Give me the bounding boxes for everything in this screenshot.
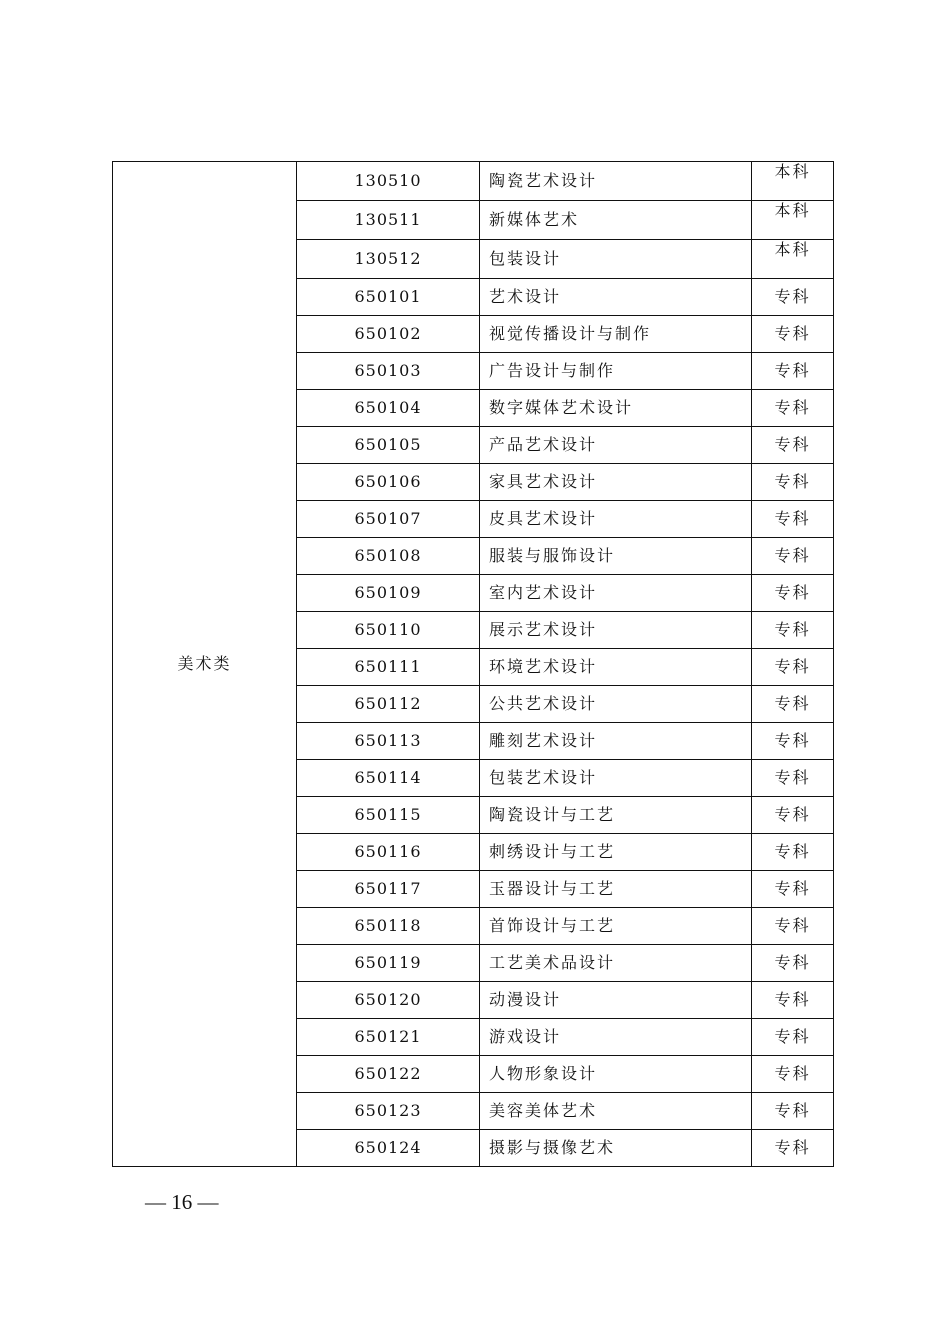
major-code: 650124 — [297, 1130, 480, 1167]
major-code: 130510 — [297, 162, 480, 201]
major-code: 650106 — [297, 464, 480, 501]
major-name: 首饰设计与工艺 — [480, 908, 752, 945]
major-code: 650107 — [297, 501, 480, 538]
major-code: 650115 — [297, 797, 480, 834]
major-code: 650105 — [297, 427, 480, 464]
major-code: 650112 — [297, 686, 480, 723]
category-cell: 美术类 — [113, 162, 297, 1167]
table-row — [113, 162, 834, 201]
major-code: 650109 — [297, 575, 480, 612]
education-level: 专科 — [752, 723, 834, 760]
major-code: 650117 — [297, 871, 480, 908]
major-code: 650121 — [297, 1019, 480, 1056]
major-code: 650110 — [297, 612, 480, 649]
major-name: 展示艺术设计 — [480, 612, 752, 649]
education-level: 专科 — [752, 1056, 834, 1093]
major-name: 环境艺术设计 — [480, 649, 752, 686]
education-level: 专科 — [752, 501, 834, 538]
education-level: 专科 — [752, 464, 834, 501]
major-code: 130512 — [297, 240, 480, 279]
major-name: 雕刻艺术设计 — [480, 723, 752, 760]
major-name: 刺绣设计与工艺 — [480, 834, 752, 871]
education-level: 专科 — [752, 353, 834, 390]
major-code: 650101 — [297, 279, 480, 316]
major-name: 艺术设计 — [480, 279, 752, 316]
education-level: 本科 — [752, 201, 834, 240]
education-level: 本科 — [752, 240, 834, 279]
major-name: 公共艺术设计 — [480, 686, 752, 723]
education-level: 专科 — [752, 760, 834, 797]
education-level: 专科 — [752, 686, 834, 723]
major-name: 包装设计 — [480, 240, 752, 279]
education-level: 专科 — [752, 1019, 834, 1056]
major-name: 皮具艺术设计 — [480, 501, 752, 538]
major-name: 包装艺术设计 — [480, 760, 752, 797]
major-code: 650123 — [297, 1093, 480, 1130]
major-name: 动漫设计 — [480, 982, 752, 1019]
education-level: 专科 — [752, 797, 834, 834]
major-code: 650122 — [297, 1056, 480, 1093]
major-name: 工艺美术品设计 — [480, 945, 752, 982]
major-name: 视觉传播设计与制作 — [480, 316, 752, 353]
education-level: 专科 — [752, 871, 834, 908]
major-name: 新媒体艺术 — [480, 201, 752, 240]
major-code: 650120 — [297, 982, 480, 1019]
education-level: 专科 — [752, 945, 834, 982]
major-name: 人物形象设计 — [480, 1056, 752, 1093]
major-name: 摄影与摄像艺术 — [480, 1130, 752, 1167]
major-name: 服装与服饰设计 — [480, 538, 752, 575]
major-table-body — [113, 162, 834, 1167]
major-name: 家具艺术设计 — [480, 464, 752, 501]
major-code: 130511 — [297, 201, 480, 240]
major-name: 陶瓷艺术设计 — [480, 162, 752, 201]
major-code: 650113 — [297, 723, 480, 760]
major-code: 650119 — [297, 945, 480, 982]
major-name: 游戏设计 — [480, 1019, 752, 1056]
major-code: 650104 — [297, 390, 480, 427]
education-level: 专科 — [752, 279, 834, 316]
education-level: 专科 — [752, 649, 834, 686]
education-level: 专科 — [752, 612, 834, 649]
education-level: 专科 — [752, 538, 834, 575]
page-number: — 16 — — [145, 1190, 219, 1214]
education-level: 专科 — [752, 982, 834, 1019]
major-name: 玉器设计与工艺 — [480, 871, 752, 908]
education-level: 专科 — [752, 316, 834, 353]
major-code: 650108 — [297, 538, 480, 575]
major-name: 数字媒体艺术设计 — [480, 390, 752, 427]
major-code: 650111 — [297, 649, 480, 686]
education-level: 专科 — [752, 427, 834, 464]
major-code: 650114 — [297, 760, 480, 797]
major-code: 650102 — [297, 316, 480, 353]
major-name: 室内艺术设计 — [480, 575, 752, 612]
education-level: 本科 — [752, 162, 834, 201]
education-level: 专科 — [752, 834, 834, 871]
major-code: 650103 — [297, 353, 480, 390]
major-table — [112, 161, 834, 1167]
education-level: 专科 — [752, 908, 834, 945]
major-name: 陶瓷设计与工艺 — [480, 797, 752, 834]
education-level: 专科 — [752, 1093, 834, 1130]
major-name: 广告设计与制作 — [480, 353, 752, 390]
major-code: 650116 — [297, 834, 480, 871]
education-level: 专科 — [752, 575, 834, 612]
major-name: 产品艺术设计 — [480, 427, 752, 464]
major-code: 650118 — [297, 908, 480, 945]
major-name: 美容美体艺术 — [480, 1093, 752, 1130]
education-level: 专科 — [752, 390, 834, 427]
education-level: 专科 — [752, 1130, 834, 1167]
